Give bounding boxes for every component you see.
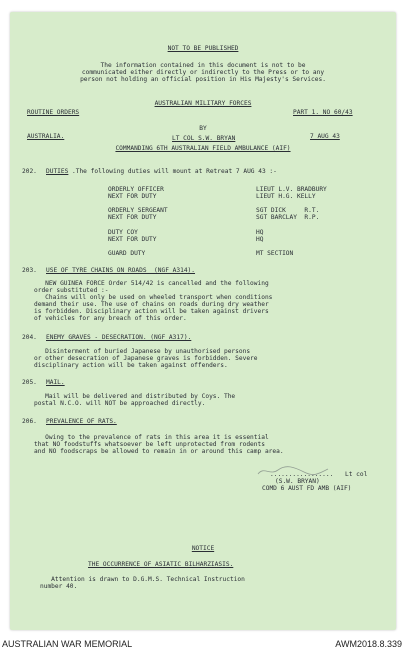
force-title: AUSTRALIAN MILITARY FORCES xyxy=(154,100,252,107)
duty-person: HQ xyxy=(256,229,264,236)
duty-role: DUTY COY xyxy=(108,229,138,236)
commanding-line: COMMANDING 6TH AUSTRALIAN FIELD AMBULANCE (AIF) xyxy=(115,145,291,152)
signature-rank: Lt col xyxy=(345,471,368,478)
archive-reference: AWM2018.8.339 xyxy=(335,639,402,649)
body-line: that NO foodstuffs whatsoever be left unprotected from rodents xyxy=(34,441,265,448)
duty-person: LIEUT L.V. BRADBURY xyxy=(256,186,327,193)
signature-dots: ................. xyxy=(270,471,334,478)
section-title: USE OF TYRE CHAINS ON ROADS (NGF A314). xyxy=(46,267,196,274)
body-line: Disinterment of buried Japanese by unauthorised persons xyxy=(34,348,251,355)
officer-name: LT COL S.W. BRYAN xyxy=(172,135,236,142)
body-line: order substituted :- xyxy=(34,287,109,294)
body-line: Owing to the prevalence of rats in this area it is essential xyxy=(34,434,269,441)
notice-title: NOTICE xyxy=(191,545,215,552)
section-number: 202. xyxy=(22,168,37,175)
notice-heading: THE OCCURRENCE OF ASIATIC BILHARZIASIS. xyxy=(88,561,234,568)
duty-person: HQ xyxy=(256,236,264,243)
notice-line: Attention is drawn to D.G.M.S. Technical Instruction xyxy=(40,576,245,583)
document-page xyxy=(10,12,396,630)
duty-role: NEXT FOR DUTY xyxy=(108,193,157,200)
section-number: 206. xyxy=(22,418,37,425)
body-line: Mail will be delivered and distributed by Coys. The xyxy=(34,393,236,400)
duty-person: MT SECTION xyxy=(256,250,294,257)
warning-line-3: person not holding an official position in His Majesty's Services. xyxy=(80,76,326,83)
duty-role: GUARD DUTY xyxy=(108,250,146,257)
body-line: disciplinary action will be taken against offenders. xyxy=(34,362,228,369)
section-intro: .The following duties will mount at Retreat 7 AUG 43 :- xyxy=(72,168,277,175)
body-line: NEW GUINEA FORCE Order 514/42 is cancelled and the following xyxy=(34,280,269,287)
part-number: PART 1. NO 60/43 xyxy=(293,109,353,116)
duty-person: SGT BARCLAY R.P. xyxy=(256,214,320,221)
duty-role: NEXT FOR DUTY xyxy=(108,214,157,221)
section-title: MAIL. xyxy=(46,379,65,386)
section-title: ENEMY GRAVES - DESECRATION. (NGF A317). xyxy=(46,334,192,341)
by-label: BY xyxy=(199,125,207,132)
section-number: 204. xyxy=(22,334,37,341)
duty-person: SGT DICK R.T. xyxy=(256,207,320,214)
section-number: 205. xyxy=(22,379,37,386)
routine-orders: ROUTINE ORDERS xyxy=(27,109,80,116)
order-date: 7 AUG 43 xyxy=(310,133,340,140)
duty-role: ORDERLY SERGEANT xyxy=(108,207,168,214)
not-published-heading: NOT TO BE PUBLISHED xyxy=(167,45,239,52)
duty-role: ORDERLY OFFICER xyxy=(108,186,164,193)
duty-person: LIEUT H.G. KELLY xyxy=(256,193,316,200)
archive-footer xyxy=(0,634,405,653)
section-number: 203. xyxy=(22,267,37,274)
warning-line-2: communicated either directly or indirectly to the Press or to any xyxy=(81,69,325,76)
warning-line-1: The information contained in this document is not to be xyxy=(100,62,306,69)
notice-line: number 40. xyxy=(40,583,78,590)
body-line: is forbidden. Disciplinary action will be taken against drivers xyxy=(34,308,269,315)
duty-role: NEXT FOR DUTY xyxy=(108,236,157,243)
location: AUSTRALIA. xyxy=(27,133,65,140)
archive-name: AUSTRALIAN WAR MEMORIAL xyxy=(2,639,133,649)
signature-command: COMD 6 AUST FD AMB (AIF) xyxy=(262,485,352,492)
section-title: DUTIES xyxy=(46,168,69,175)
body-line: and NO foodscraps be allowed to remain in or around this camp area. xyxy=(34,448,284,455)
section-title: PREVALENCE OF RATS. xyxy=(46,418,117,425)
body-line: of vehicles for any breach of this order. xyxy=(34,315,187,322)
body-line: or other desecration of Japanese graves is forbidden. Severe xyxy=(34,355,258,362)
signature-name: (S.W. BRYAN) xyxy=(275,478,320,485)
body-line: demand their use. The use of chains on roads during dry weather xyxy=(34,301,269,308)
body-line: Chains will only be used on wheeled transport when conditions xyxy=(34,294,273,301)
body-line: postal N.C.O. will NOT be approached directly. xyxy=(34,400,206,407)
